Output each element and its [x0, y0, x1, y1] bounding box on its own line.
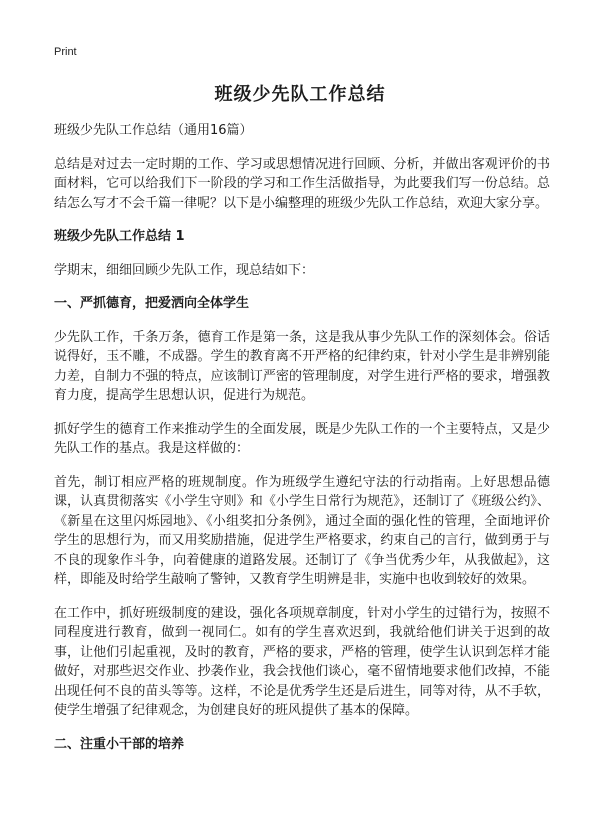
part-heading: 二、注重小干部的培养: [54, 736, 185, 752]
section-heading: 班级少先队工作总结 1: [54, 229, 185, 244]
intro-paragraph: 总结是对过去一定时期的工作、学习或思想情况进行回顾、分析，并做出客观评价的书面材料，它可以给我们下一阶段的学习和工作生活做指导，为此要我们写一份总结。总结怎么写才不会千篇一律呢？以下是小编整理的班级少先队工作总结，欢迎大家分享。: [54, 156, 550, 211]
body-paragraph: 少先队工作，千条万条，德育工作是第一条，这是我从事少先队工作的深刻体会。俗话说得好，玉不雕，不成器。学生的教育离不开严格的纪律约束，针对小学生是非辨别能力差，自制力不强的特点，应该制订严密的管理制度，对学生进行严格的要求，增强教育力度，提高学生思想认识，促进行为规范。: [54, 329, 550, 403]
body-paragraph: 抓好学生的德育工作来推动学生的全面发展，既是少先队工作的一个主要特点，又是少先队工作的基点。我是这样做的：: [54, 421, 550, 456]
body-paragraph: 在工作中，抓好班级制度的建设，强化各项规章制度，针对小学生的过错行为，按照不同程度进行教育，做到一视同仁。如有的学生喜欢迟到，我就给他们讲关于迟到的故事，让他们引起重视，及时的教育，严格的要求，严格的管理，使学生认识到怎样才能做好，对那些迟交作业、抄袭作业，我会找他们谈心，毫不留情地要求他们改掉，不能出现任何不良的苗头等等。这样，不论是优秀学生还是后进生，同等对待，从不手软，使学生增强了纪律观念，为创建良好的班风提供了基本的保障。: [54, 605, 550, 718]
page-title: 班级少先队工作总结: [214, 84, 386, 105]
section-opening: 学期末，细细回顾少先队工作，现总结如下：: [54, 262, 315, 278]
part-heading: 一、严抓德育，把爱洒向全体学生: [54, 296, 250, 311]
document-subtitle: 班级少先队工作总结（通用16篇）: [54, 123, 253, 138]
document-body: [54, 121, 550, 768]
body-paragraph: 首先，制订相应严格的班规制度。作为班级学生遵纪守法的行动指南。上好思想品德课，认真贯彻落实《小学生守则》和《小学生日常行为规范》，还制订了《班级公约》、《新星在这里闪烁园地》、《小组奖扣分条例》，通过全面的强化性的管理，全面地评价学生的思想行为，而又用奖励措施，促进学生严格要求，约束自己的言行，做到勇于与不良的现象作斗争，向着健康的道路发展。还制订了《争当优秀少年，从我做起》，这样，即能及时给学生敲响了警钟，又教育学生明辨是非，实施中也收到较好的效果。: [54, 474, 550, 587]
print-link[interactable]: Print: [54, 46, 77, 58]
